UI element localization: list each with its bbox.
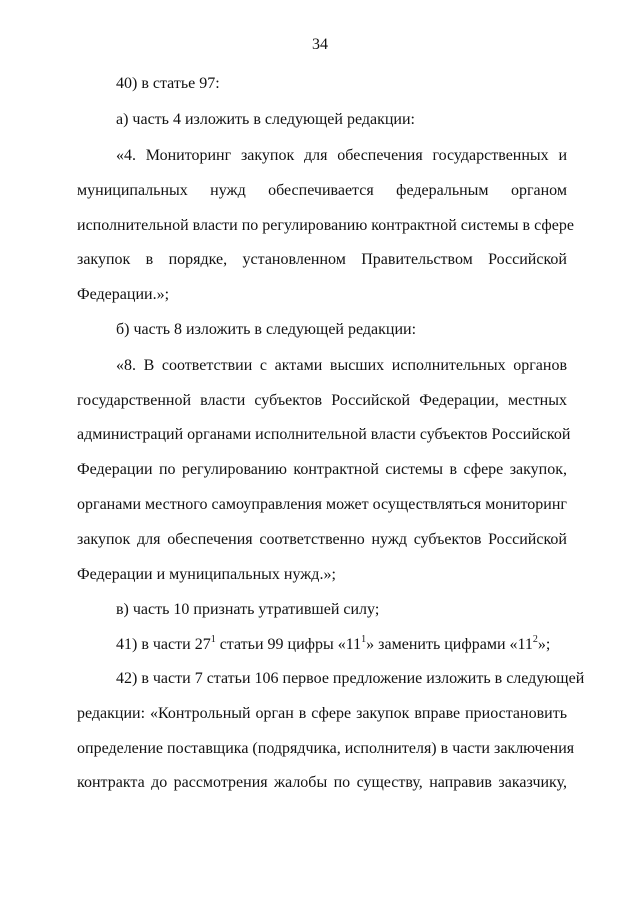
text-segment: »; [537, 636, 551, 653]
text-segment: 41) в части 27 [116, 636, 211, 653]
text-line: Федерации.»; [77, 286, 170, 303]
text-line: Федерации и муниципальных нужд.»; [77, 566, 336, 583]
text-line: в) часть 10 признать утратившей силу; [116, 601, 380, 618]
text-line: 40) в статье 97: [116, 75, 220, 92]
text-line: определение поставщика (подрядчика, исполнителя) в части заключения [77, 740, 575, 757]
text-line: Федерации по регулированию контрактной системы в сфере закупок, [77, 461, 567, 478]
text-line: администраций органами исполнительной власти субъектов Российской [77, 426, 571, 443]
superscript: 2 [532, 633, 538, 645]
text-segment: статьи 99 цифры «11 [215, 636, 362, 653]
text-line [116, 635, 550, 655]
text-line: «8. В соответствии с актами высших исполнительных органов [116, 357, 567, 374]
superscript: 1 [361, 633, 367, 645]
text-line: органами местного самоуправления может осуществляться мониторинг [77, 496, 567, 513]
text-line: б) часть 8 изложить в следующей редакции: [116, 321, 417, 338]
text-line: закупок для обеспечения соответственно нужд субъектов Российской [77, 531, 567, 548]
superscript: 1 [210, 633, 216, 645]
text-line: государственной власти субъектов Российской Федерации, местных [77, 392, 567, 409]
text-line: редакции: «Контрольный орган в сфере закупок вправе приостановить [77, 705, 567, 722]
text-line: исполнительной власти по регулированию контрактной системы в сфере [77, 217, 574, 234]
text-line: закупок в порядке, установленном Правительством Российской [77, 251, 567, 268]
text-line: контракта до рассмотрения жалобы по существу, направив заказчику, [77, 774, 567, 791]
text-line: а) часть 4 изложить в следующей редакции: [116, 111, 415, 128]
text-line: муниципальных нужд обеспечивается федеральным органом [77, 182, 567, 199]
text-segment: » заменить цифрами «11 [366, 636, 533, 653]
text-line: «4. Мониторинг закупок для обеспечения государственных и [116, 147, 567, 164]
page-number: 34 [312, 36, 328, 53]
text-line: 42) в части 7 статьи 106 первое предложение изложить в следующей [116, 670, 585, 687]
